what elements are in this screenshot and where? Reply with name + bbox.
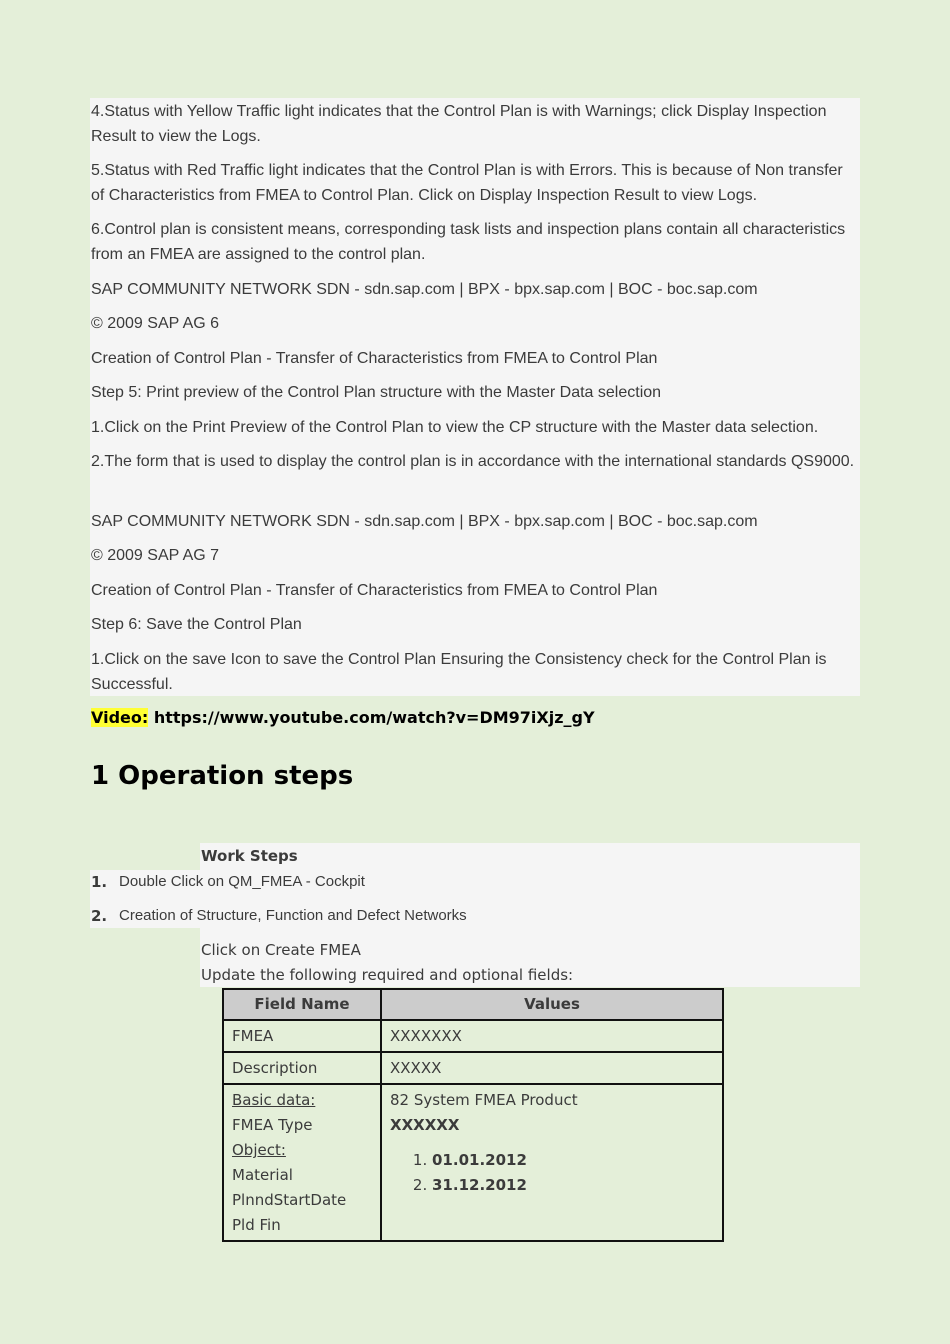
step-title: Step 6: Save the Control Plan <box>91 616 302 633</box>
cell-field-name: FMEA <box>223 1020 381 1052</box>
cell-value <box>381 1084 723 1241</box>
table-row <box>223 1020 723 1052</box>
table-row <box>223 1052 723 1084</box>
label-fmea-type: FMEA Type <box>232 1116 313 1134</box>
value-start-date: 01.01.2012 <box>432 1151 527 1169</box>
instruction-create-fmea: Click on Create FMEA <box>201 941 361 959</box>
list-item <box>432 1148 714 1173</box>
label-material: Material <box>232 1166 293 1184</box>
copyright-line: © 2009 SAP AG 6 <box>91 315 220 332</box>
fields-table <box>222 988 724 1242</box>
footer-sap-network: SAP COMMUNITY NETWORK SDN - sdn.sap.com | BPX - bpx.sap.com | BOC - boc.sap.com <box>91 281 758 298</box>
step-title: Step 5: Print preview of the Control Plan structure with the Master Data selection <box>91 384 662 401</box>
step-number: 2. <box>91 907 108 925</box>
video-label: Video: <box>91 708 149 727</box>
cell-field-name: Description <box>223 1052 381 1084</box>
label-finish-date: Pld Fin <box>232 1216 281 1234</box>
cell-field-name <box>223 1084 381 1241</box>
paragraph-print-preview: 1.Click on the Print Preview of the Control Plan to view the CP structure with the Master data selection. <box>91 419 819 436</box>
label-start-date: PlnndStartDate <box>232 1191 347 1209</box>
instruction-update-fields: Update the following required and optional fields: <box>201 966 574 984</box>
operation-steps-heading: 1 Operation steps <box>91 761 354 791</box>
video-line <box>91 706 859 730</box>
copyright-line: © 2009 SAP AG 7 <box>91 547 220 564</box>
value-material: XXXXXX <box>390 1116 460 1134</box>
work-steps-title: Work Steps <box>201 847 298 865</box>
paragraph-form-standard: 2.The form that is used to display the control plan is in accordance with the international standards QS9000. <box>91 453 855 470</box>
cell-value: XXXXXXX <box>381 1020 723 1052</box>
step-number: 1. <box>91 873 108 891</box>
work-steps-box <box>200 843 860 870</box>
section-title: Creation of Control Plan - Transfer of Characteristics from FMEA to Control Plan <box>91 350 658 367</box>
list-item <box>432 1173 714 1198</box>
video-link[interactable]: https://www.youtube.com/watch?v=DM97iXjz_gY <box>153 708 595 727</box>
step-text: Creation of Structure, Function and Defect Networks <box>119 907 467 924</box>
step-text: Double Click on QM_FMEA - Cockpit <box>119 873 365 890</box>
label-object: Object: <box>232 1141 286 1159</box>
table-header-row <box>223 989 723 1020</box>
value-fmea-type: 82 System FMEA Product <box>390 1091 578 1109</box>
label-basic-data: Basic data: <box>232 1091 316 1109</box>
paragraph-status-yellow: 4.Status with Yellow Traffic light indicates that the Control Plan is with Warnings; click Display Inspection Result to view the Logs. <box>91 103 827 145</box>
paragraph-save: 1.Click on the save Icon to save the Control Plan Ensuring the Consistency check for the Control Plan is Successful. <box>91 651 827 693</box>
cell-value: XXXXX <box>381 1052 723 1084</box>
table-row <box>223 1084 723 1241</box>
paragraph-status-red: 5.Status with Red Traffic light indicates that the Control Plan is with Errors. This is because of Non transfer of Characteristics from FMEA to Control Plan. Click on Display Inspection Result to view Logs. <box>91 162 843 204</box>
header-values: Values <box>381 989 723 1020</box>
footer-sap-network: SAP COMMUNITY NETWORK SDN - sdn.sap.com | BPX - bpx.sap.com | BOC - boc.sap.com <box>91 513 758 530</box>
date-list <box>390 1148 714 1198</box>
paragraph-consistent: 6.Control plan is consistent means, corresponding task lists and inspection plans contain all characteristics from an FMEA are assigned to the control plan. <box>91 221 846 263</box>
value-finish-date: 31.12.2012 <box>432 1176 527 1194</box>
header-field-name: Field Name <box>223 989 381 1020</box>
section-title: Creation of Control Plan - Transfer of Characteristics from FMEA to Control Plan <box>91 582 658 599</box>
